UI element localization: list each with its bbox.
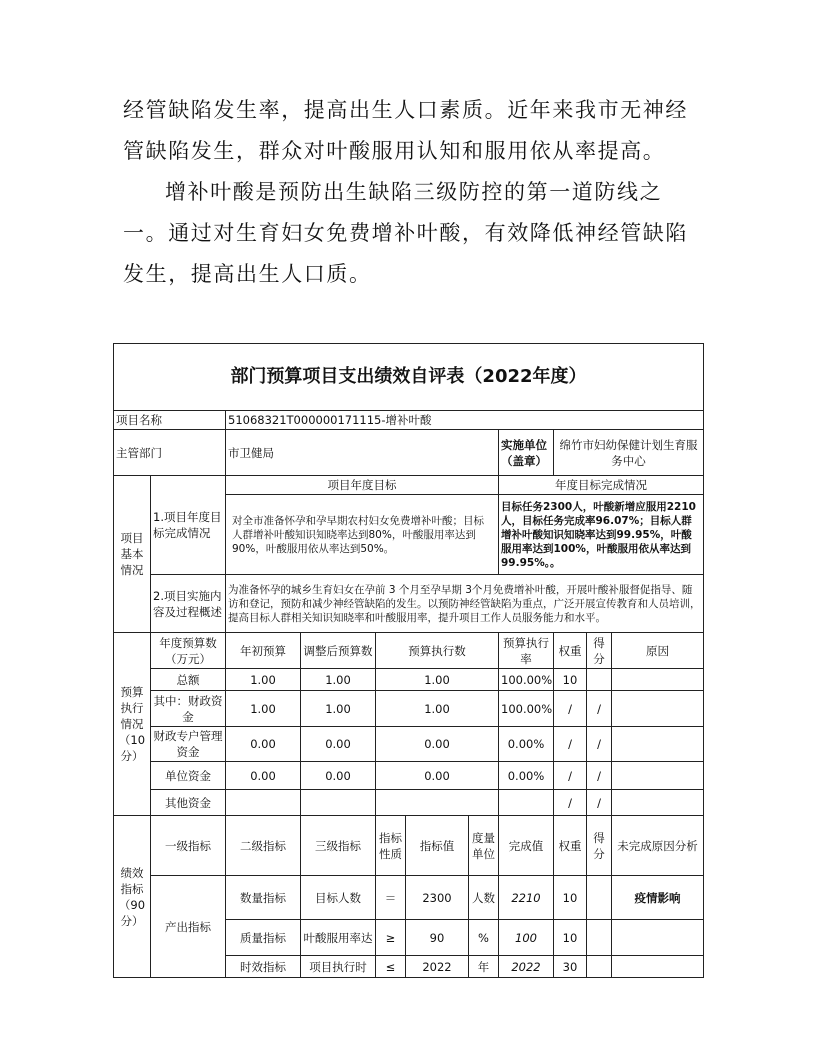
perf-row-l3: 目标人数 <box>301 876 376 920</box>
budget-row-weight: / <box>554 691 587 727</box>
budget-row-reason <box>612 691 704 727</box>
goal-header: 项目年度目标 <box>226 476 499 495</box>
basic-info-label: 项目基本情况 <box>114 476 151 633</box>
intro-paragraph-1: 经管缺陷发生率，提高出生人口素质。近年来我市无神经管缺陷发生，群众对叶酸服用认知和服用依从率提高。 <box>123 98 688 163</box>
budget-row-adjusted: 1.00 <box>301 669 376 691</box>
perf-header-level2: 二级指标 <box>226 816 301 876</box>
budget-row <box>114 727 704 762</box>
budget-row-weight: / <box>554 727 587 762</box>
perf-row-value: 2022 <box>406 956 469 978</box>
project-name-label: 项目名称 <box>114 411 226 430</box>
perf-row-value: 2300 <box>406 876 469 920</box>
dept-value: 市卫健局 <box>226 430 499 476</box>
budget-row-adjusted: 0.00 <box>301 727 376 762</box>
table-title: 部门预算项目支出绩效自评表（2022年度） <box>114 344 704 411</box>
budget-row-name: 单位资金 <box>151 762 226 790</box>
budget-row-weight: 10 <box>554 669 587 691</box>
budget-row-executed: 0.00 <box>376 727 499 762</box>
budget-row-weight: / <box>554 762 587 790</box>
budget-row-initial: 1.00 <box>226 691 301 727</box>
perf-row-weight: 30 <box>554 956 587 978</box>
perf-level1: 产出指标 <box>151 876 226 978</box>
perf-row-unit: 人数 <box>469 876 499 920</box>
budget-row-rate: 0.00% <box>499 762 554 790</box>
perf-row-reason: 疫情影响 <box>612 876 704 920</box>
budget-row-reason <box>612 727 704 762</box>
budget-row-name: 总额 <box>151 669 226 691</box>
budget-row-initial: 0.00 <box>226 727 301 762</box>
budget-row-adjusted: 0.00 <box>301 762 376 790</box>
impl-label: 2.项目实施内容及过程概述 <box>151 575 226 633</box>
perf-row-unit: 年 <box>469 956 499 978</box>
budget-row-name: 其他资金 <box>151 790 226 816</box>
perf-header-done: 完成值 <box>499 816 554 876</box>
perf-row-l2: 质量指标 <box>226 920 301 956</box>
perf-section-label: 绩效指标（90分） <box>114 816 151 978</box>
budget-row-reason <box>612 790 704 816</box>
perf-row-nature: ＝ <box>376 876 406 920</box>
budget-header-year: 年度预算数（万元） <box>151 633 226 669</box>
perf-row-weight: 10 <box>554 876 587 920</box>
project-name-value: 51068321T000000171115-增补叶酸 <box>226 411 704 430</box>
budget-row-initial: 0.00 <box>226 762 301 790</box>
budget-section-label: 预算执行情况（10分） <box>114 633 151 816</box>
perf-header-level3: 三级指标 <box>301 816 376 876</box>
budget-row-name: 其中：财政资金 <box>151 691 226 727</box>
perf-header-nature: 指标性质 <box>376 816 406 876</box>
budget-row-executed <box>376 790 499 816</box>
perf-header-weight: 权重 <box>554 816 587 876</box>
budget-row-score: / <box>587 727 612 762</box>
budget-row <box>114 669 704 691</box>
budget-row-initial <box>226 790 301 816</box>
intro-paragraph-2: 增补叶酸是预防出生缺陷三级防控的第一道防线之一。通过对生育妇女免费增补叶酸，有效降低神经管缺陷发生，提高出生人口质。 <box>123 180 688 286</box>
budget-row-reason <box>612 669 704 691</box>
budget-header-score: 得分 <box>587 633 612 669</box>
performance-evaluation-table <box>113 343 704 978</box>
goal-text: 对全市准备怀孕和孕早期农村妇女免费增补叶酸；目标人群增补叶酸知识知晓率达到80%，叶酸服用率达到90%，叶酸服用依从率达到50%。 <box>226 495 499 575</box>
perf-row-done: 100 <box>499 920 554 956</box>
budget-row-rate: 100.00% <box>499 691 554 727</box>
perf-row-l3: 项目执行时 <box>301 956 376 978</box>
unit-value: 绵竹市妇幼保健计划生育服务中心 <box>554 430 704 476</box>
budget-row <box>114 691 704 727</box>
perf-row-score <box>587 920 612 956</box>
budget-row-rate: 0.00% <box>499 727 554 762</box>
budget-row-executed: 1.00 <box>376 691 499 727</box>
perf-row-l3: 叶酸服用率达 <box>301 920 376 956</box>
budget-header-adjusted: 调整后预算数 <box>301 633 376 669</box>
budget-header-weight: 权重 <box>554 633 587 669</box>
budget-row <box>114 790 704 816</box>
budget-header-initial: 年初预算 <box>226 633 301 669</box>
budget-row-executed: 0.00 <box>376 762 499 790</box>
perf-row-reason <box>612 956 704 978</box>
perf-row-done: 2022 <box>499 956 554 978</box>
budget-header-reason: 原因 <box>612 633 704 669</box>
unit-label: 实施单位（盖章） <box>499 430 554 476</box>
budget-row-weight: / <box>554 790 587 816</box>
perf-row-value: 90 <box>406 920 469 956</box>
budget-row-rate <box>499 790 554 816</box>
budget-row <box>114 762 704 790</box>
budget-row-score: / <box>587 790 612 816</box>
perf-row <box>114 876 704 920</box>
budget-row-name: 财政专户管理资金 <box>151 727 226 762</box>
dept-label: 主管部门 <box>114 430 226 476</box>
perf-header-value: 指标值 <box>406 816 469 876</box>
perf-row-l2: 数量指标 <box>226 876 301 920</box>
perf-header-reason: 未完成原因分析 <box>612 816 704 876</box>
perf-row-score <box>587 876 612 920</box>
budget-row-rate: 100.00% <box>499 669 554 691</box>
perf-header-unit: 度量单位 <box>469 816 499 876</box>
perf-header-level1: 一级指标 <box>151 816 226 876</box>
budget-row-adjusted <box>301 790 376 816</box>
budget-row-executed: 1.00 <box>376 669 499 691</box>
done-header: 年度目标完成情况 <box>499 476 704 495</box>
perf-row-done: 2210 <box>499 876 554 920</box>
budget-row-score: / <box>587 691 612 727</box>
perf-row-l2: 时效指标 <box>226 956 301 978</box>
perf-row-score <box>587 956 612 978</box>
perf-row-unit: % <box>469 920 499 956</box>
budget-row-score <box>587 669 612 691</box>
budget-row-initial: 1.00 <box>226 669 301 691</box>
perf-header-score: 得分 <box>587 816 612 876</box>
impl-text: 为准备怀孕的城乡生育妇女在孕前 3 个月至孕早期 3个月免费增补叶酸，开展叶酸补服督促指导、随访和登记，预防和减少神经管缺陷的发生。以预防神经管缺陷为重点，广泛开展宣传教育和人员培训，提高目标人群相关知识知晓率和叶酸服用率，提升项目工作人员服务能力和水平。 <box>226 575 704 633</box>
perf-row-reason <box>612 920 704 956</box>
perf-row-weight: 10 <box>554 920 587 956</box>
perf-row-nature: ≥ <box>376 920 406 956</box>
budget-header-executed: 预算执行数 <box>376 633 499 669</box>
done-text: 目标任务2300人，叶酸新增应服用2210人，目标任务完成率96.07%；目标人群增补叶酸知识知晓率达到99.95%，叶酸服用率达到100%，叶酸服用依从率达到99.95%。。 <box>499 495 704 575</box>
perf-row-nature: ≤ <box>376 956 406 978</box>
budget-header-rate: 预算执行率 <box>499 633 554 669</box>
budget-row-adjusted: 1.00 <box>301 691 376 727</box>
budget-row-reason <box>612 762 704 790</box>
budget-row-score: / <box>587 762 612 790</box>
goal-label: 1.项目年度目标完成情况 <box>151 476 226 575</box>
